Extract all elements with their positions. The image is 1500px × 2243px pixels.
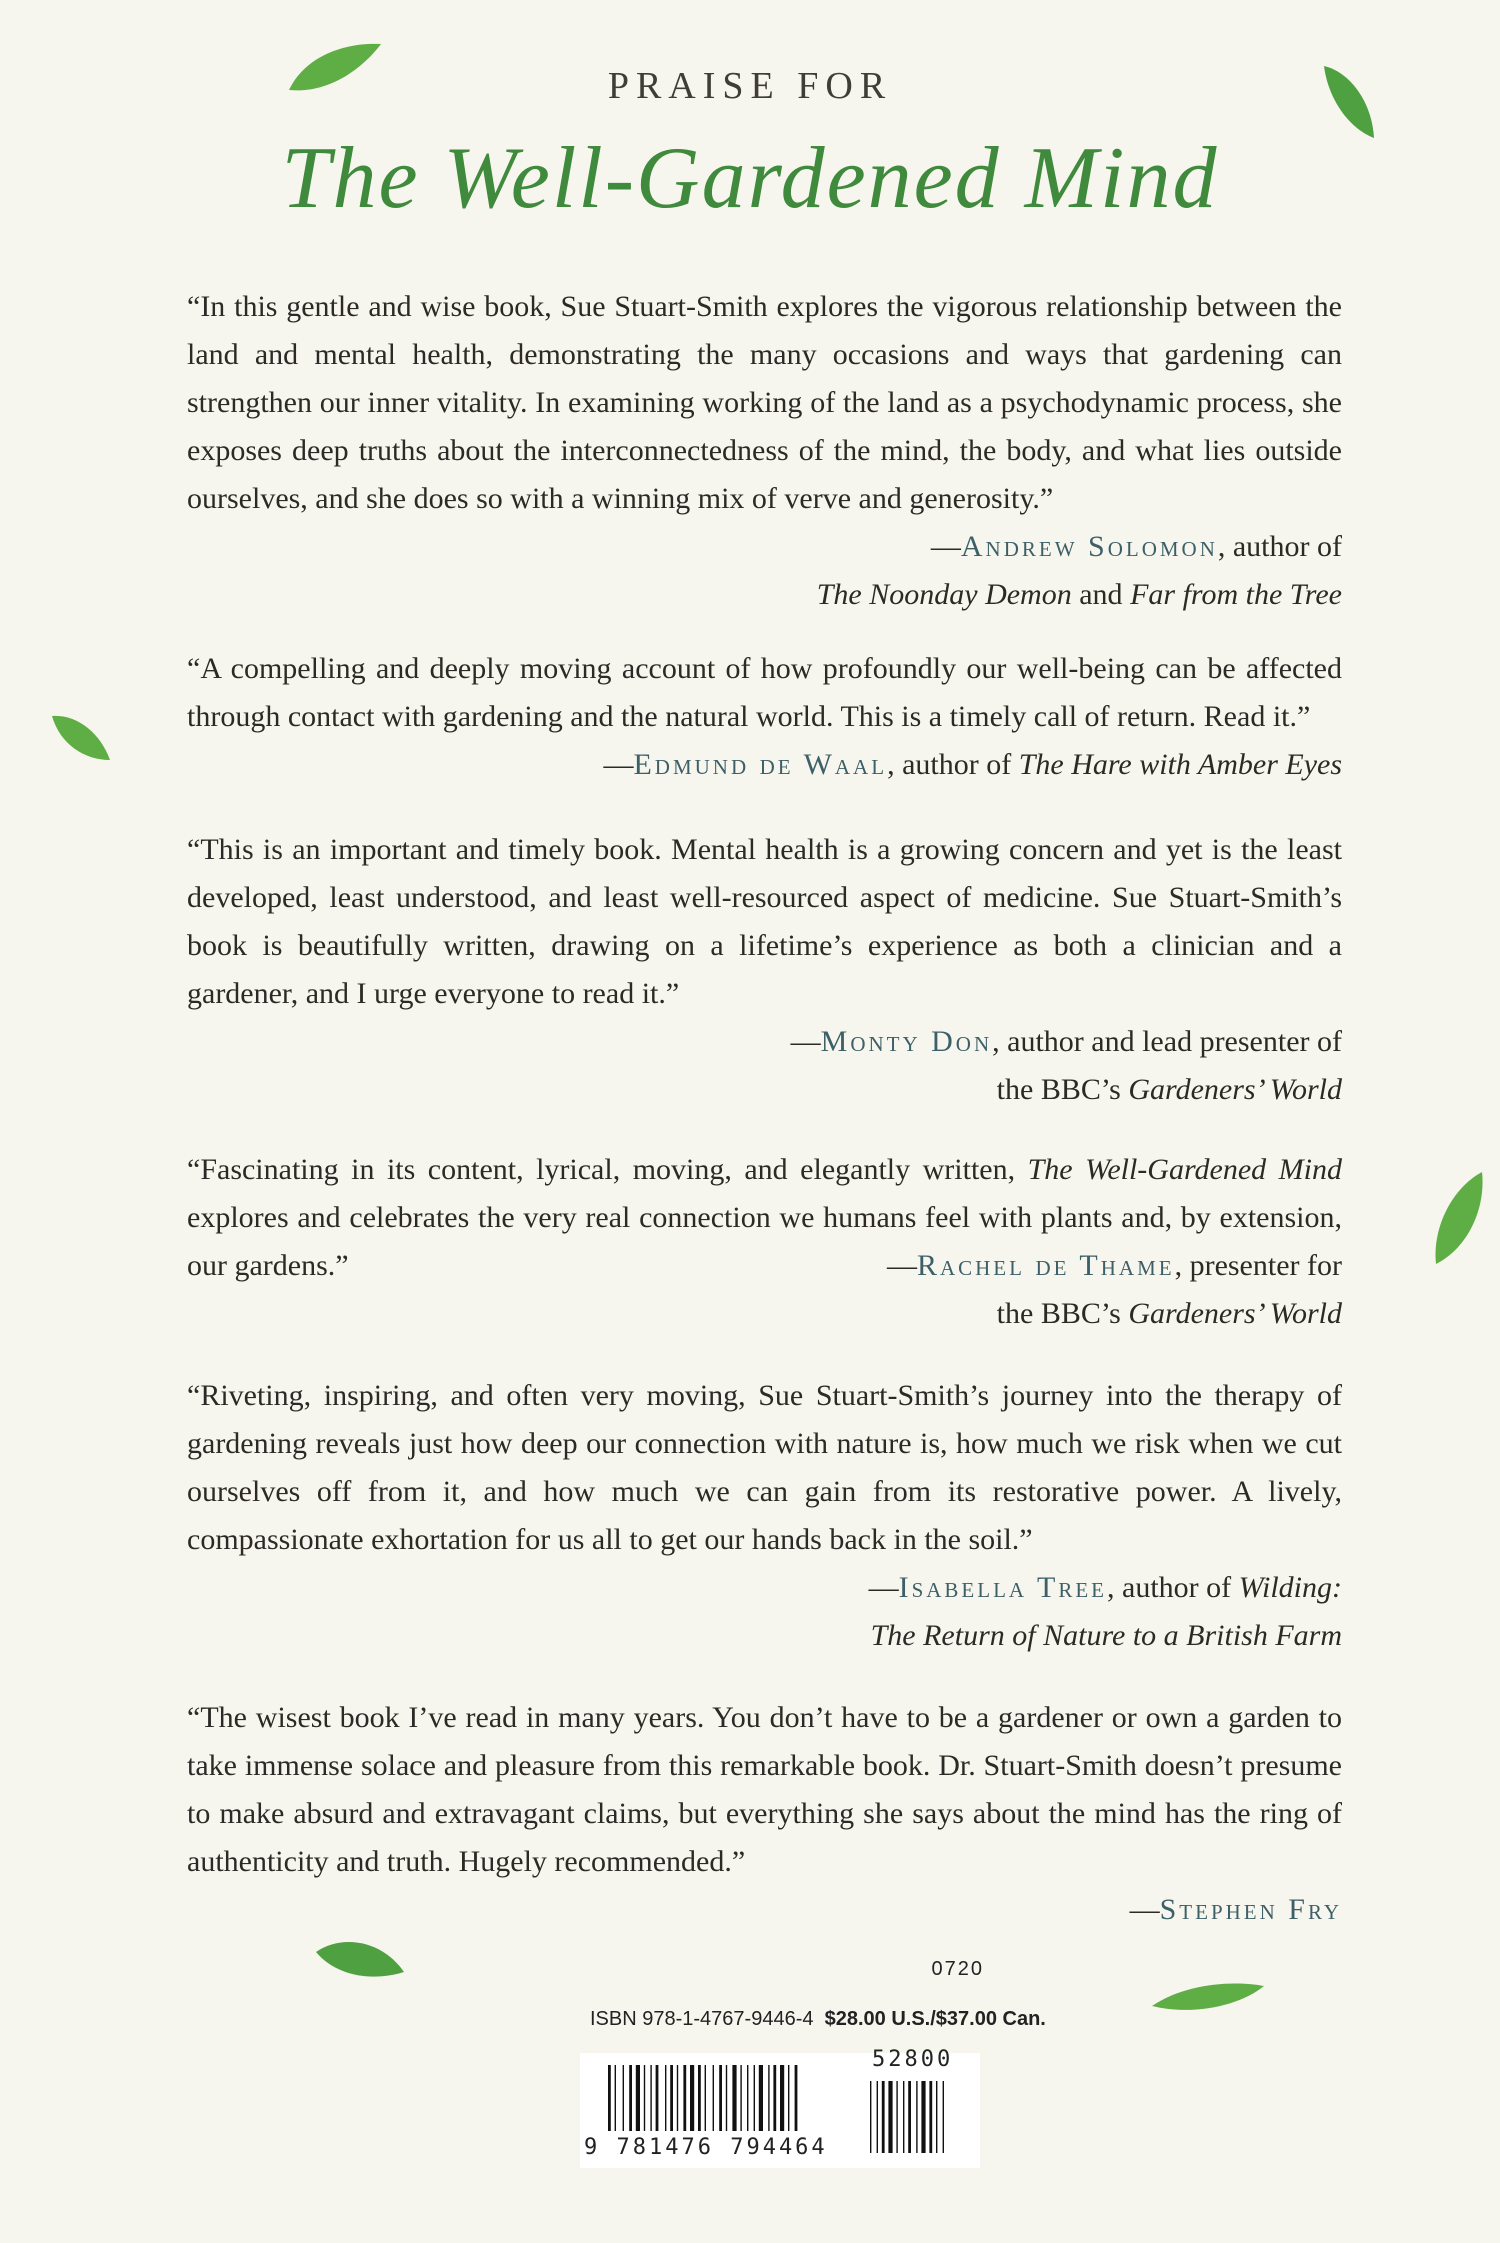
barcode-bar: [698, 2065, 701, 2131]
barcode-bar: [629, 2065, 632, 2131]
barcode-bar: [713, 2065, 714, 2131]
barcode-digits: 9 781476 794464: [584, 2135, 828, 2160]
barcode-bar: [773, 2065, 776, 2131]
barcode-bar: [726, 2065, 727, 2131]
blurb-andrew-solomon: “In this gentle and wise book, Sue Stuart-Smith explores the vigorous relationship between the land and mental health, demonstrating the many occasions and ways that gardening can strengthen our inner vitality. In examining working of the land as a psychodynamic process, she exposes deep truths about the interconnectedness of the mind, the body, and what lies outside ourselves, and she does so with a winning mix of verve and generosity.” —Andrew Solomon, author of The Noonday Demon and Far from the Tree: [187, 290, 1342, 611]
barcode-bar: [882, 2081, 885, 2153]
work-title: The Return of Nature to a British Farm: [870, 1619, 1342, 1652]
barcode-bar: [690, 2065, 694, 2131]
barcode-bar: [754, 2065, 755, 2131]
leaf-icon: [1428, 1168, 1488, 1268]
leaf-icon: [1148, 1976, 1268, 2016]
barcode: [580, 2047, 980, 2168]
blurb-rachel-de-thame: “Fascinating in its content, lyrical, moving, and elegantly written, The Well-Gardened Mind explores and celebrates the very real connection we humans feel with plants and, by extension, our gardens.” —Rachel de Thame, presenter for the BBC’s Gardeners’ World: [187, 1153, 1342, 1330]
book-title: The Well-Gardened Mind: [281, 130, 1219, 227]
leaf-icon: [48, 710, 114, 766]
blurb-stephen-fry: “The wisest book I’ve read in many years. You don’t have to be a gardener or own a garden to take immense solace and pleasure from this remarkable book. Dr. Stuart-Smith doesn’t presume to make absurd and extravagant claims, but everything she says about the mind has the ring of authenticity and truth. Hugely recommended.” —Stephen Fry: [187, 1701, 1342, 1926]
barcode-bar: [732, 2065, 736, 2131]
barcode-bar: [747, 2065, 748, 2131]
barcode-bar: [896, 2081, 897, 2153]
isbn: ISBN 978-1-4767-9446-4: [590, 2008, 814, 2030]
work-title: The Noonday Demon: [816, 578, 1072, 611]
barcode-bar: [903, 2081, 904, 2153]
blurb-text: “A compelling and deeply moving account of how profoundly our well-being can be affected through contact with gardening and the natural world. This is a timely call of return. Read it.”: [187, 652, 1342, 733]
work-title: Gardeners’ World: [1128, 1073, 1342, 1106]
barcode-bar: [636, 2065, 640, 2131]
barcode-bar: [888, 2081, 892, 2153]
praise-for-heading: PRAISE FOR: [607, 65, 893, 107]
barcode-bar: [768, 2065, 769, 2131]
work-title: Gardeners’ World: [1128, 1297, 1342, 1330]
barcode-bar: [670, 2065, 673, 2131]
barcode-bar: [740, 2065, 741, 2131]
attribution-name: Isabella Tree: [898, 1571, 1108, 1604]
barcode-bar: [780, 2065, 784, 2131]
blurb-text: “This is an important and timely book. Mental health is a growing concern and yet is the least developed, least understood, and least well-resourced aspect of medicine. Sue Stuart-Smith’s book is beautifully written, drawing on a lifetime’s experience as both a clinician and a gardener, and I urge everyone to read it.”: [187, 833, 1342, 1010]
barcode-bar: [936, 2081, 937, 2153]
barcode-bar: [650, 2065, 651, 2131]
barcode-bar: [916, 2081, 917, 2153]
work-title: Wilding:: [1238, 1571, 1342, 1604]
barcode-bar: [623, 2065, 624, 2131]
price-code: 0720: [931, 1958, 984, 1980]
blurb-edmund-de-waal: “A compelling and deeply moving account of how profoundly our well-being can be affected through contact with gardening and the natural world. This is a timely call of return. Read it.” —Edmund de Waal, author of The Hare with Amber Eyes: [187, 652, 1342, 781]
attribution-name: Stephen Fry: [1159, 1893, 1342, 1926]
barcode-bar: [705, 2065, 706, 2131]
barcode-bar: [677, 2065, 678, 2131]
barcode-block: [580, 1958, 1046, 2168]
barcode-bar: [908, 2081, 911, 2153]
blurb-text: “In this gentle and wise book, Sue Stuart-Smith explores the vigorous relationship between the land and mental health, demonstrating the many occasions and ways that gardening can strengthen our inner vitality. In examining working of the land as a psychodynamic process, she exposes deep truths about the interconnectedness of the mind, the body, and what lies outside ourselves, and she does so with a winning mix of verve and generosity.”: [187, 290, 1342, 515]
barcode-bar: [921, 2081, 925, 2153]
barcode-bar: [877, 2081, 878, 2153]
barcode-bar: [929, 2081, 932, 2153]
attribution-name: Rachel de Thame: [916, 1249, 1175, 1282]
barcode-bar: [656, 2065, 659, 2131]
attribution-name: Monty Don: [820, 1025, 993, 1058]
work-title: The Hare with Amber Eyes: [1018, 748, 1342, 781]
blurb-isabella-tree: “Riveting, inspiring, and often very moving, Sue Stuart-Smith’s journey into the therapy of gardening reveals just how deep our connection with nature is, how much we risk when we cut ourselves off from it, and how much we can gain from its restorative power. A lively, compassionate exhortation for us all to get our hands back in the soil.” —Isabella Tree, author of Wilding: The Return of Nature to a British Farm: [187, 1379, 1342, 1652]
blurb-text: “Riveting, inspiring, and often very moving, Sue Stuart-Smith’s journey into the therapy of gardening reveals just how deep our connection with nature is, how much we risk when we cut ourselves off from it, and how much we can gain from its restorative power. A lively, compassionate exhortation for us all to get our hands back in the soil.”: [187, 1379, 1342, 1556]
barcode-bar: [683, 2065, 686, 2131]
barcode-bar: [665, 2065, 666, 2131]
attribution-dash: —: [930, 530, 961, 563]
leaf-icon: [312, 1930, 408, 1984]
attribution-name: Edmund de Waal: [633, 748, 888, 781]
work-title: The Well-Gardened Mind: [1027, 1153, 1342, 1186]
blurb-monty-don: “This is an important and timely book. Mental health is a growing concern and yet is the least developed, least understood, and least well-resourced aspect of medicine. Sue Stuart-Smith’s book is beautifully written, drawing on a lifetime’s experience as both a clinician and a gardener, and I urge everyone to read it.” —Monty Don, author and lead presenter of the BBC’s Gardeners’ World: [187, 833, 1342, 1106]
work-title: Far from the Tree: [1130, 578, 1342, 611]
attribution-role: , author of: [1217, 530, 1342, 563]
barcode-bar: [795, 2065, 798, 2131]
isbn-price-line: [590, 2008, 1046, 2031]
barcode-bar: [943, 2081, 944, 2153]
barcode-addon-digits: 52800: [872, 2047, 954, 2072]
attribution-name: Andrew Solomon: [960, 530, 1218, 563]
barcode-bar: [608, 2065, 611, 2131]
blurb-text: “The wisest book I’ve read in many years. You don’t have to be a gardener or own a garden to take immense solace and pleasure from this remarkable book. Dr. Stuart-Smith doesn’t presume to make absurd and extravagant claims, but everything she says about the mind has the ring of authenticity and truth. Hugely recommended.”: [187, 1701, 1342, 1878]
barcode-bar: [719, 2065, 722, 2131]
barcode-bar: [615, 2065, 616, 2131]
barcode-bar: [644, 2065, 645, 2131]
barcode-bar: [759, 2065, 763, 2131]
price: $28.00 U.S./$37.00 Can.: [824, 2008, 1046, 2030]
barcode-bar: [788, 2065, 789, 2131]
barcode-bar: [870, 2081, 871, 2153]
